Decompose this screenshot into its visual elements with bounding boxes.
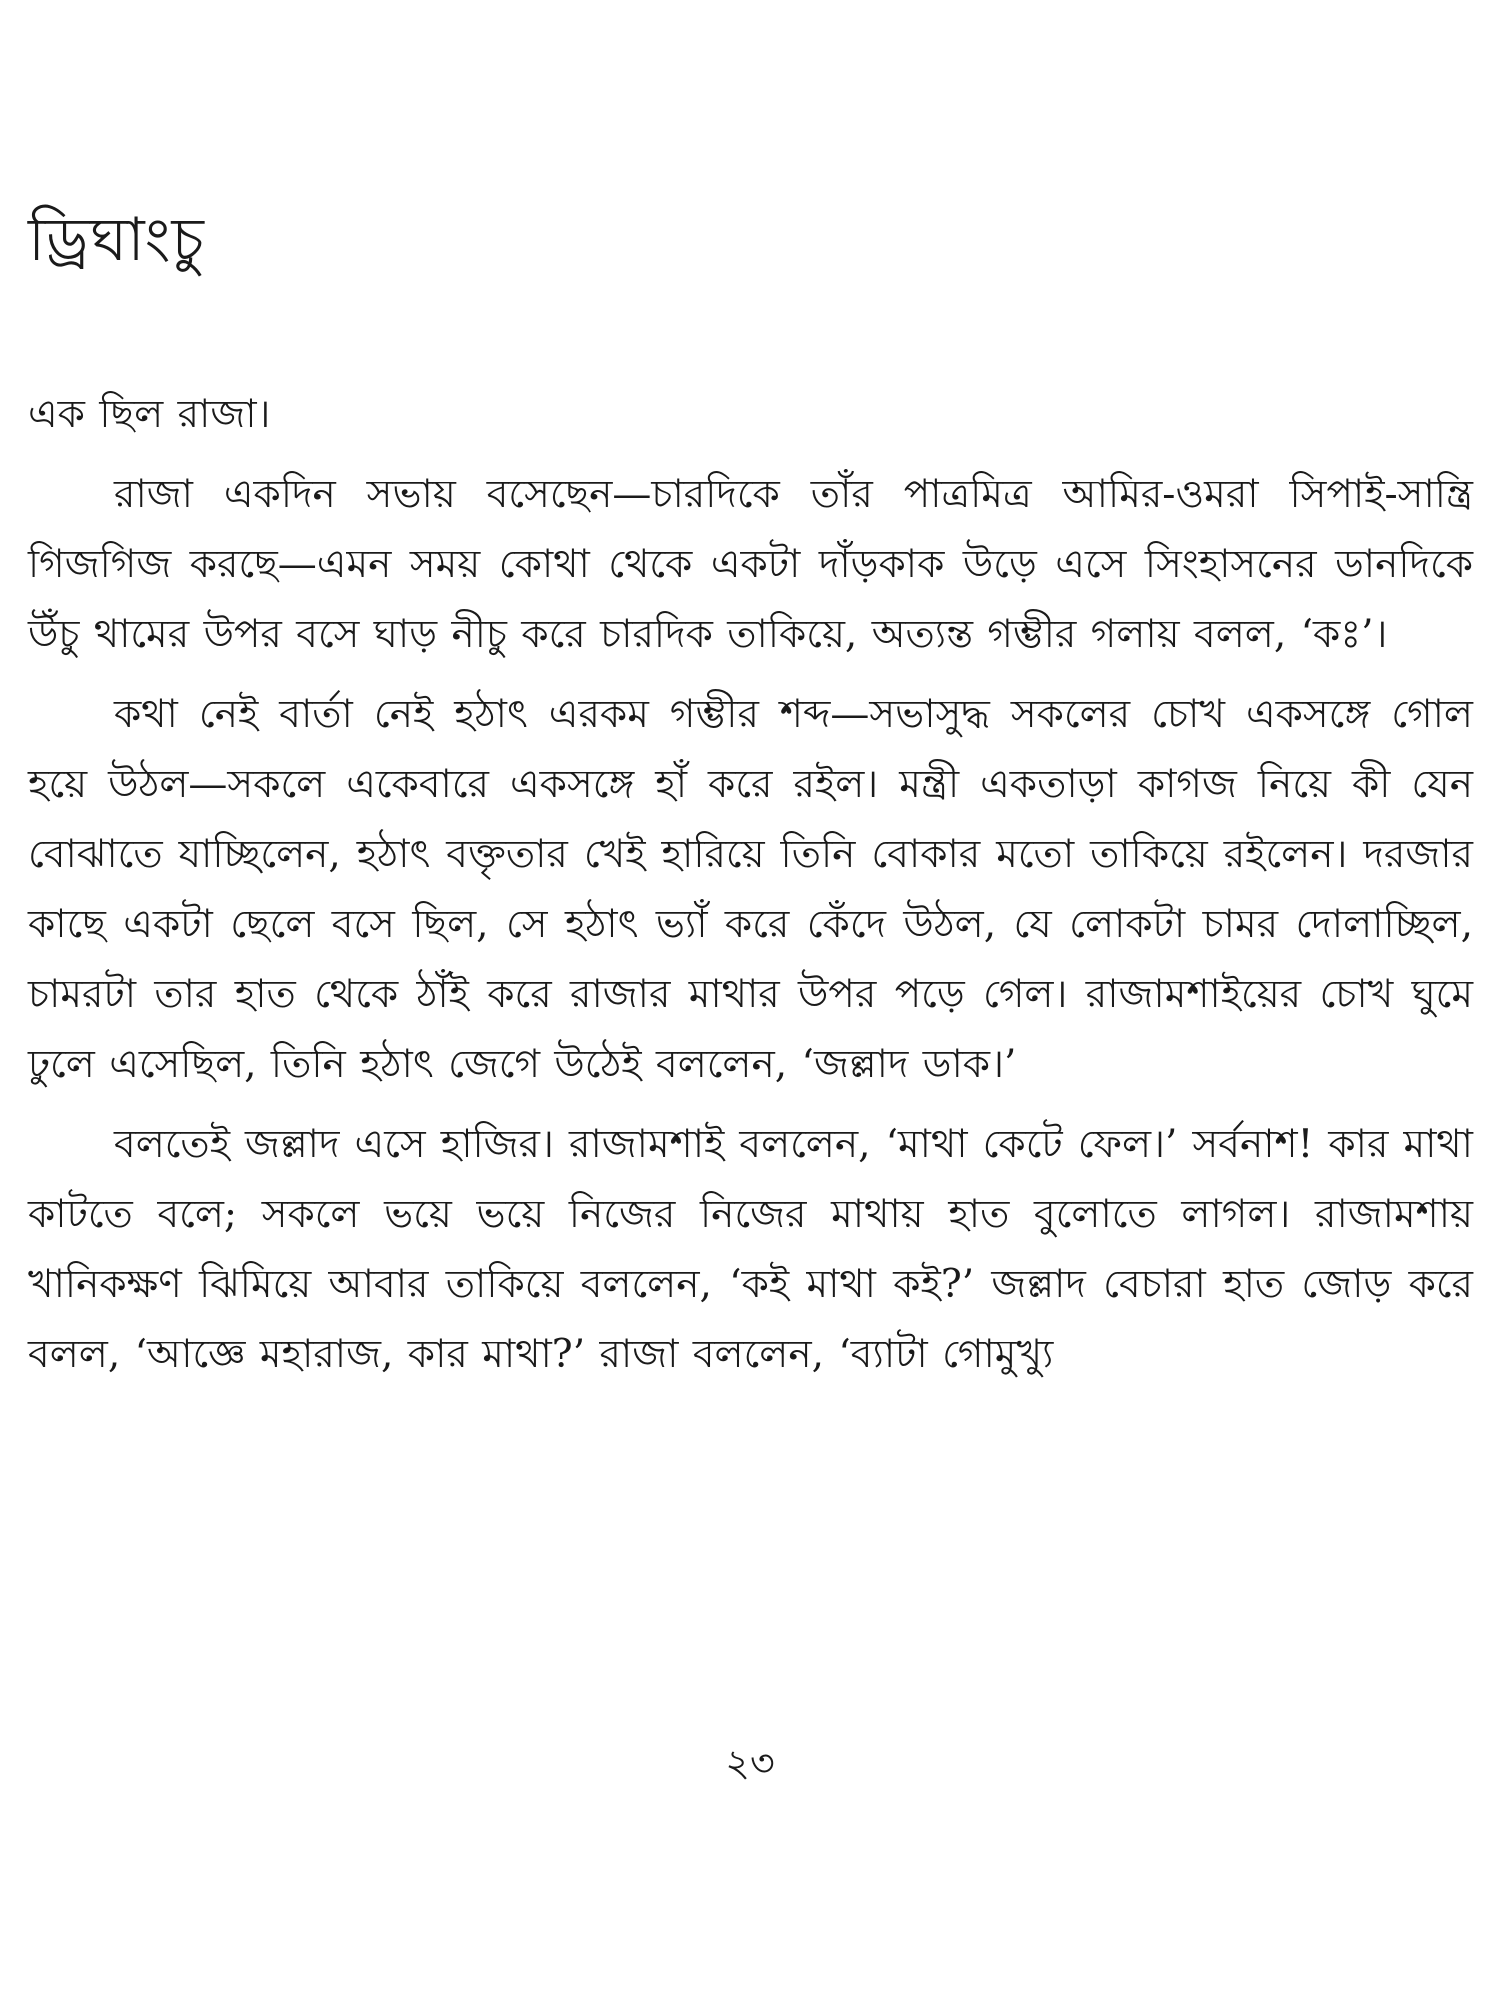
- page-number: ২৩: [725, 1741, 775, 1785]
- paragraph-1: এক ছিল রাজা।: [28, 392, 271, 437]
- paragraph-2: রাজা একদিন সভায় বসেছেন—চারদিকে তাঁর পাত্রমিত্র আমির-ওমরা সিপাই-সান্ত্রি গিজগিজ করছে—এমন সময় কোথা থেকে একটা দাঁড়কাক উড়ে এসে সিংহাসনের ডানদিকে উঁচু থামের উপর বসে ঘাড় নীচু করে চারদিক তাকিয়ে, অত্যন্ত গম্ভীর গলায় বলল, ‘কঃ’।: [28, 472, 1473, 657]
- paragraph-3: কথা নেই বার্তা নেই হঠাৎ এরকম গম্ভীর শব্দ—সভাসুদ্ধ সকলের চোখ একসঙ্গে গোল হয়ে উঠল—সকলে একেবারে একসঙ্গে হাঁ করে রইল। মন্ত্রী একতাড়া কাগজ নিয়ে কী যেন বোঝাতে যাচ্ছিলেন, হঠাৎ বক্তৃতার খেই হারিয়ে তিনি বোকার মতো তাকিয়ে রইলেন। দরজার কাছে একটা ছেলে বসে ছিল, সে হঠাৎ ভ্যাঁ করে কেঁদে উঠল, যে লোকটা চামর দোলাচ্ছিল, চামরটা তার হাত থেকে ঠাঁই করে রাজার মাথার উপর পড়ে গেল। রাজামশাইয়ের চোখ ঘুমে ঢুলে এসেছিল, তিনি হঠাৎ জেগে উঠেই বললেন, ‘জল্লাদ ডাক।’: [28, 692, 1473, 1087]
- story-body: [28, 380, 1473, 1400]
- paragraph-4: বলতেই জল্লাদ এসে হাজির। রাজামশাই বললেন, ‘মাথা কেটে ফেল।’ সর্বনাশ! কার মাথা কাটতে বলে; সকলে ভয়ে ভয়ে নিজের নিজের মাথায় হাত বুলোতে লাগল। রাজামশায় খানিকক্ষণ ঝিমিয়ে আবার তাকিয়ে বললেন, ‘কই মাথা কই?’ জল্লাদ বেচারা হাত জোড় করে বলল, ‘আজ্ঞে মহারাজ, কার মাথা?’ রাজা বললেন, ‘ব্যাটা গোমুখ্যু: [28, 1122, 1473, 1377]
- chapter-title: ড্রিঘাংচু: [28, 205, 205, 275]
